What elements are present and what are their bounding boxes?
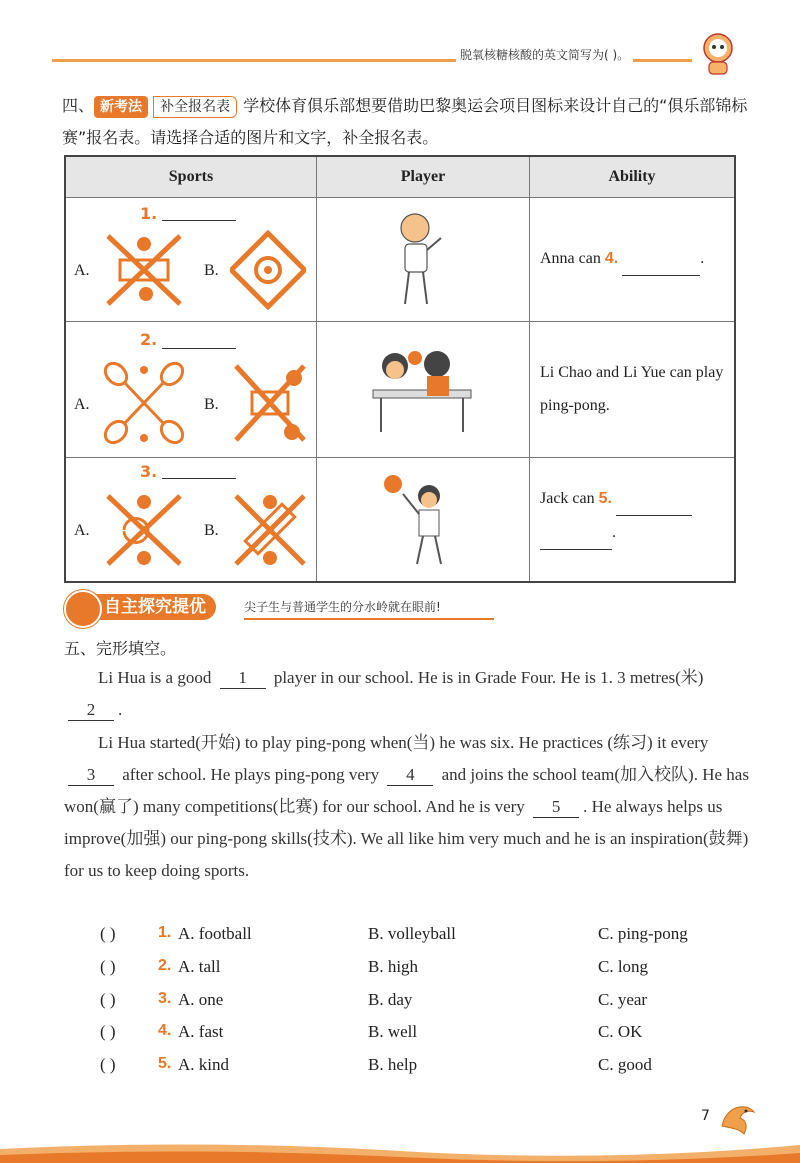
passage-text: . (118, 700, 123, 719)
table-tennis-pictogram-icon[interactable] (230, 360, 310, 446)
question-number: 4. (604, 250, 619, 267)
section4-instruction (62, 90, 752, 154)
passage-text: player in our school. He is in Grade Four. He is 1. 3 metres(米) (273, 668, 704, 687)
question-number: 1. (140, 204, 158, 223)
header-ability: Ability (530, 156, 736, 198)
section4-text: 学校体育俱乐部想要借助巴黎奥运会项目图标来设计自己的“俱乐部锦标赛”报名表。请选择合适的图片和文字，补全报名表。 (62, 96, 748, 147)
answer-blank[interactable] (162, 478, 236, 479)
section5-title: 五、完形填空。 (64, 639, 177, 658)
ability-line: Li Chao and Li Yue can play ping-pong. (540, 364, 724, 414)
choice-b[interactable]: B. high (368, 957, 419, 976)
passage-text: . He always helps us improve(加强) our ping-pong skills(技术). We all like him very much and he is an inspiration(鼓舞) for us to keep doing sports. (64, 797, 749, 880)
blank-2[interactable]: 2 (68, 700, 114, 721)
footer-wave (0, 1135, 800, 1163)
new-method-tag: 新考法 (94, 96, 148, 118)
blank-4[interactable]: 4 (387, 765, 433, 786)
question-number: 4. (158, 1022, 172, 1039)
girl-volleyball-player-icon (391, 208, 453, 310)
volleyball-pictogram-icon[interactable] (230, 230, 306, 310)
basketball-pictogram-icon[interactable] (102, 490, 186, 570)
rocket-badge-icon (64, 590, 102, 628)
ability-tail: . (612, 524, 616, 541)
boy-volleyball-player-icon (379, 470, 469, 570)
header-player: Player (317, 156, 530, 198)
passage-paragraph-2 (64, 727, 754, 887)
question-number: 1. (158, 924, 172, 941)
answer-blank[interactable] (622, 242, 700, 276)
ability-line (540, 482, 692, 550)
choice-b[interactable]: B. volleyball (368, 924, 456, 943)
choice-c[interactable]: C. ping-pong (598, 924, 688, 943)
question-number: 3. (140, 462, 158, 481)
choice-a[interactable]: A. kind (178, 1055, 229, 1074)
header-sports: Sports (65, 156, 317, 198)
option-b-label: B. (204, 262, 219, 279)
ability-cell (530, 458, 736, 582)
sports-cell (65, 322, 317, 458)
banner-underline (244, 618, 494, 620)
fill-form-tag: 补全报名表 (153, 96, 237, 118)
choice-a[interactable]: A. fast (178, 1022, 224, 1041)
player-cell (317, 458, 530, 582)
banner-subtitle: 尖子生与普通学生的分水岭就在眼前! (244, 600, 441, 614)
option-b-label: B. (204, 522, 219, 539)
answer-paren[interactable]: ( ) (100, 957, 116, 976)
boys-ping-pong-players-icon (367, 344, 477, 438)
header-hint: 脱氧核糖核酸的英文简写为( )。 (456, 46, 633, 63)
table-row (65, 198, 735, 322)
option-b-label: B. (204, 396, 219, 413)
volleyball-net-pictogram-icon[interactable] (230, 490, 310, 570)
question-number: 2. (158, 957, 172, 974)
question-number: 3. (158, 990, 172, 1007)
choice-a[interactable]: A. football (178, 924, 252, 943)
handball-pictogram-icon[interactable] (102, 230, 186, 310)
ability-tail: . (700, 250, 705, 267)
choice-c[interactable]: C. year (598, 990, 648, 1009)
player-cell (317, 198, 530, 322)
passage-paragraph-1 (64, 662, 754, 726)
passage-text: Li Hua is a good (98, 668, 212, 687)
registration-table (64, 155, 736, 583)
section-banner (64, 594, 494, 620)
choice-a[interactable]: A. tall (178, 957, 221, 976)
choice-c[interactable]: C. good (598, 1055, 652, 1074)
blank-3[interactable]: 3 (68, 765, 114, 786)
sports-cell (65, 458, 317, 582)
sports-cell (65, 198, 317, 322)
question-number: 5. (158, 1055, 172, 1072)
choice-b[interactable]: B. help (368, 1055, 418, 1074)
ability-cell (530, 198, 736, 322)
answer-blank-cont[interactable] (540, 516, 612, 550)
ability-prefix: Anna can (540, 250, 601, 267)
question-row (100, 990, 740, 1020)
blank-5[interactable]: 5 (533, 797, 579, 818)
option-a-label: A. (74, 262, 90, 279)
question-row (100, 1055, 740, 1085)
passage-text: and joins the school team(加入校队). He has won(赢了) many competitions(比赛) for our school. And he is very (64, 765, 749, 816)
choice-b[interactable]: B. day (368, 990, 413, 1009)
answer-paren[interactable]: ( ) (100, 990, 116, 1009)
question-row (100, 924, 740, 954)
answer-blank[interactable] (162, 220, 236, 221)
question-number: 5. (598, 490, 612, 507)
answer-blank[interactable] (162, 348, 236, 349)
question-row (100, 1022, 740, 1052)
robot-mascot-icon (698, 30, 738, 78)
answer-blank[interactable] (616, 482, 692, 516)
table-row (65, 322, 735, 458)
player-cell (317, 322, 530, 458)
dolphin-mascot-icon (716, 1096, 760, 1140)
ability-cell (530, 322, 736, 458)
passage-text: after school. He plays ping-pong very (122, 765, 380, 784)
badminton-pictogram-icon[interactable] (102, 360, 186, 446)
option-a-label: A. (74, 522, 90, 539)
page-number: 7 (701, 1108, 710, 1124)
choice-b[interactable]: B. well (368, 1022, 418, 1041)
ability-prefix: Jack can (540, 490, 595, 507)
choice-c[interactable]: C. long (598, 957, 649, 976)
answer-paren[interactable]: ( ) (100, 1022, 116, 1041)
banner-title: 自主探究提优 (92, 594, 216, 620)
table-row (65, 458, 735, 582)
blank-1[interactable]: 1 (220, 668, 266, 689)
ability-line (540, 242, 704, 276)
choice-a[interactable]: A. one (178, 990, 224, 1009)
answer-paren[interactable]: ( ) (100, 1055, 116, 1074)
question-number: 2. (140, 330, 158, 349)
question-row (100, 957, 740, 987)
passage-text: Li Hua started(开始) to play ping-pong when(当) he was six. He practices (练习) it every (98, 733, 709, 752)
section4-number: 四、 (62, 96, 95, 115)
answer-paren[interactable]: ( ) (100, 924, 116, 943)
choice-c[interactable]: C. OK (598, 1022, 643, 1041)
option-a-label: A. (74, 396, 90, 413)
